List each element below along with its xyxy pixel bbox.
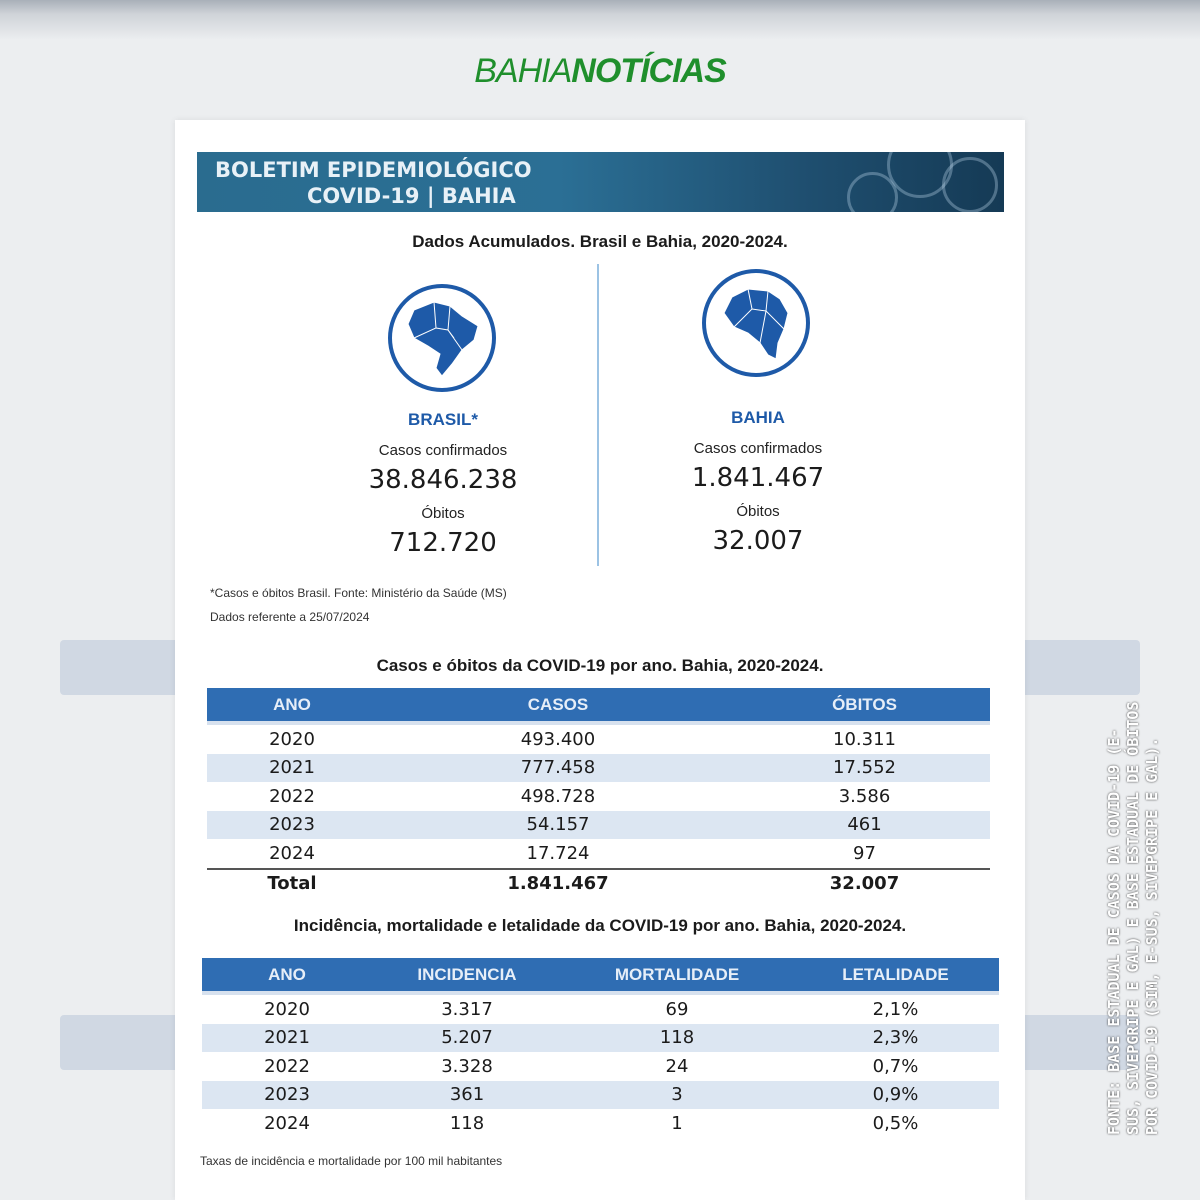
table-cell: 2,3% — [792, 1024, 999, 1053]
table-cell: 3.586 — [838, 785, 891, 807]
table-cell: 24 — [665, 1055, 689, 1077]
table-cell: 69 — [665, 998, 689, 1020]
table-row — [202, 993, 999, 1024]
table-row — [202, 1109, 999, 1138]
source-note: *Casos e óbitos Brasil. Fonte: Ministério da Saúde (MS) — [210, 586, 507, 600]
table-cell: 3.317 — [441, 998, 493, 1020]
table-cell: 0,5% — [872, 1112, 919, 1134]
bahia-deaths-value: 32.007 — [712, 526, 804, 556]
cases-deaths-table — [207, 688, 990, 898]
table-cell: 2020 — [264, 998, 310, 1020]
table-row — [207, 754, 990, 783]
bulletin-document — [175, 120, 1025, 1200]
brazil-map-icon — [388, 284, 496, 392]
brazil-cases-label: Casos confirmados — [378, 442, 508, 459]
table-cell: 461 — [739, 811, 990, 840]
site-logo: BAHIANOTÍCIAS — [474, 52, 726, 90]
table2-header: MORTALIDADE — [562, 958, 792, 993]
virus-icon — [942, 157, 998, 212]
table-row — [207, 811, 990, 840]
table-row — [207, 782, 990, 811]
table-cell: 2022 — [269, 785, 315, 807]
bahia-deaths-label: Óbitos — [736, 503, 780, 520]
table-cell: 777.458 — [377, 754, 739, 783]
banner-subtitle: COVID-19 | BAHIA — [307, 184, 516, 208]
table-cell: 118 — [562, 1024, 792, 1053]
brazil-cases-value: 38.846.238 — [368, 465, 518, 495]
bahia-stats — [588, 408, 928, 556]
bahia-label: BAHIA — [731, 408, 785, 427]
table-cell: 2021 — [207, 754, 377, 783]
table1-header: CASOS — [377, 688, 739, 723]
table-cell: 1.841.467 — [377, 869, 739, 899]
table-cell: 10.311 — [833, 728, 896, 750]
table-row — [202, 1081, 999, 1110]
table1-title: Casos e óbitos da COVID-19 por ano. Bahia, 2020-2024. — [376, 656, 824, 675]
table-cell: 498.728 — [520, 785, 596, 807]
brazil-deaths-value: 712.720 — [389, 528, 497, 558]
brazil-label: BRASIL* — [408, 410, 478, 429]
table-cell: 0,9% — [792, 1081, 999, 1110]
table-cell: 118 — [449, 1112, 485, 1134]
table-cell: Total — [207, 869, 377, 899]
table-cell: 2023 — [202, 1081, 372, 1110]
table2-title: Incidência, mortalidade e letalidade da COVID-19 por ano. Bahia, 2020-2024. — [293, 916, 907, 935]
table-cell: 2,1% — [872, 998, 919, 1020]
table-cell: 2024 — [269, 842, 315, 864]
table-cell: 32.007 — [739, 869, 990, 899]
table-cell: 1 — [671, 1112, 683, 1134]
table2-header: INCIDENCIA — [372, 958, 562, 993]
table-cell: 2024 — [264, 1112, 310, 1134]
bulletin-banner — [197, 152, 1004, 212]
incidence-table — [202, 958, 999, 1138]
table-row — [207, 723, 990, 754]
bahia-map-icon — [702, 269, 810, 377]
date-note: Dados referente a 25/07/2024 — [210, 610, 370, 624]
brazil-stats — [273, 410, 613, 558]
brazil-deaths-label: Óbitos — [421, 505, 465, 522]
table-cell: 493.400 — [520, 728, 596, 750]
table-cell: 2021 — [202, 1024, 372, 1053]
table-cell: 5.207 — [372, 1024, 562, 1053]
bahia-cases-value: 1.841.467 — [691, 463, 825, 493]
table2-header: LETALIDADE — [792, 958, 999, 993]
bahia-cases-label: Casos confirmados — [693, 440, 823, 457]
table1-header: ANO — [207, 688, 377, 723]
table2-header: ANO — [202, 958, 372, 993]
rates-footnote: Taxas de incidência e mortalidade por 100 mil habitantes — [200, 1154, 503, 1168]
source-caption: FONTE: BASE ESTADUAL DE CASOS DA COVID-19 (E-SUS, SIVEPGRIPE E GAL) E BASE ESTADUAL DE ÓBITOS POR COVID-19 (SIM, E-SUS, SIVEPGRIPE E GAL). — [1105, 701, 1161, 1135]
table-cell: 2022 — [264, 1055, 310, 1077]
table-cell: 17.552 — [739, 754, 990, 783]
table-row — [207, 839, 990, 869]
table-row — [202, 1024, 999, 1053]
table-row — [202, 1052, 999, 1081]
table-cell: 2020 — [269, 728, 315, 750]
table-cell: 0,7% — [872, 1055, 919, 1077]
table-cell: 97 — [853, 842, 876, 864]
table-cell: 3.328 — [441, 1055, 493, 1077]
banner-title: BOLETIM EPIDEMIOLÓGICO — [215, 158, 532, 182]
table-cell: 2023 — [207, 811, 377, 840]
total-row — [207, 869, 990, 899]
table-cell: 3 — [562, 1081, 792, 1110]
table-cell: 361 — [372, 1081, 562, 1110]
table-cell: 54.157 — [377, 811, 739, 840]
table-cell: 17.724 — [526, 842, 590, 864]
section-title-accumulated: Dados Acumulados. Brasil e Bahia, 2020-2024. — [412, 232, 788, 251]
table1-header: ÓBITOS — [739, 688, 990, 723]
